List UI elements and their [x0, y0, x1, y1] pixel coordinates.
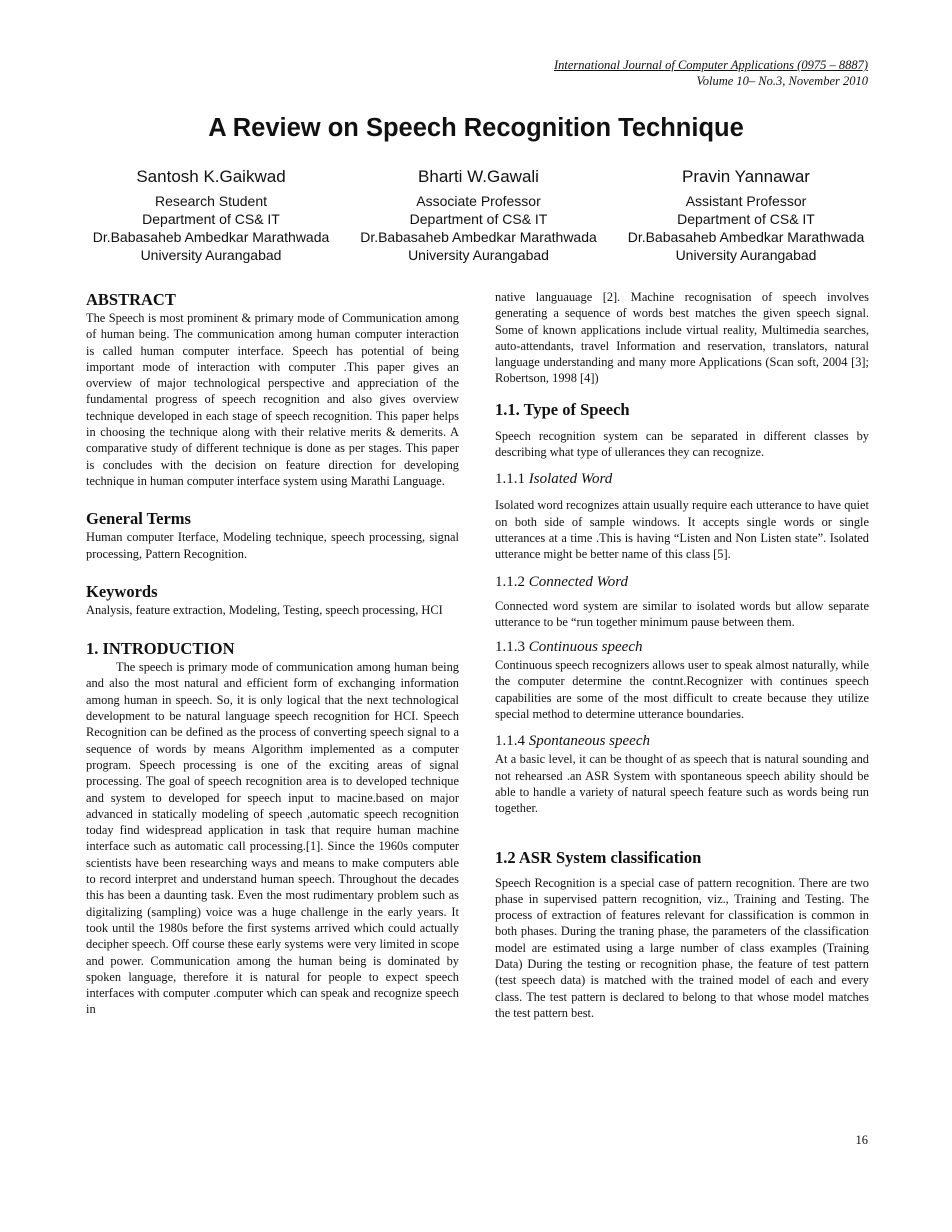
- general-terms-text: Human computer Iterface, Modeling technique, speech processing, signal processing, Pattern Recognition.: [86, 530, 459, 561]
- author-dept: Department of CS& IT: [677, 211, 815, 227]
- section-title: Isolated Word: [528, 471, 613, 488]
- continuous-speech-text: Continuous speech recognizers allows user to speak almost naturally, while the computer determine the contnt.Recognizer with continues speech capabilities are some of the most difficult to create because they utilize special method to determine utterance boundaries.: [495, 658, 869, 722]
- section-number: 1.1.4: [495, 733, 525, 750]
- section-number: 1.1.3: [495, 639, 525, 656]
- journal-header: [554, 57, 868, 89]
- section-title: Spontaneous speech: [528, 733, 650, 750]
- general-terms-heading: General Terms: [86, 509, 191, 529]
- isolated-word-heading: [495, 469, 869, 489]
- section-title: Connected Word: [528, 573, 629, 590]
- asr-classification-text: Speech Recognition is a special case of pattern recognition. There are two phase in supervised pattern recognition, viz., Training and Testing. The process of extraction of features relevant for classification is common in both phases. During the traning phase, the parameters of the classification model are estimated using a large number of class examples (Training Data) During the testing or recognition phase, the feature of test pattern (test speech data) is matched with the trained model of each and every class. The test pattern is declared to belong to that whose model matches the test pattern best.: [495, 875, 869, 1020]
- author-3: [615, 166, 877, 264]
- introduction-heading: 1. INTRODUCTION: [86, 639, 235, 659]
- author-1: [80, 166, 342, 264]
- introduction-text: The speech is primary mode of communication among human being and also the most natural and efficient form of exchanging information among human in speech. So, it is only logical that the next technological development to be natural language speech recognition for HCI. Speech Recognition can be defined as the process of converting speech signal to a sequence of words by means Algorithm implemented as a computer program. Speech processing is one of the exciting areas of signal processing. The goal of speech recognition area is to developed technique and system to developed for speech input to macine.based on major advanced in statically modeling of speech ,automatic speech recognition today find widespread application in task that require human machine interface such as automatic call processing.[1]. Since the 1960s computer scientists have been researching ways and means to make computers able to record interpret and understand human speech. Throughout the decades this has been a daunting task. Even the most rudimentary problem such as digitalizing (sampling) voice was a huge challenge in the early years. It took until the 1980s before the first systems arrived which could actually decipher speech. Off course these early systems were very limited in scope and power. Communication among the human being is dominated by spoken language, therefore it is natural for people to expect speech interfaces with computer .computer which can speak and recognize speech in: [86, 660, 459, 1017]
- type-of-speech-heading: 1.1. Type of Speech: [495, 399, 630, 419]
- author-role: Research Student: [154, 193, 268, 209]
- section-number: 1.1.1: [495, 471, 525, 488]
- right-column: [495, 289, 869, 1021]
- keywords-heading: Keywords: [86, 581, 158, 601]
- asr-classification-heading: 1.2 ASR System classification: [495, 847, 702, 867]
- author-city: University Aurangabad: [675, 247, 817, 263]
- author-name: Santosh K.Gaikwad: [136, 167, 286, 186]
- abstract-text: The Speech is most prominent & primary mode of Communication among of human being. The communication among human computer interaction is called human computer interface. Speech has potential of being important mode of interaction with computer .This paper gives an overview of major technological perspective and appreciation of the fundamental progress of speech recognition and also gives overview technique developed in each stage of speech recognition. This paper helps in choosing the technique along with their relative merits & demerits. A comparative study of different technique is done as per stages. This paper is concludes with the decision on feature direction for developing technique in human computer interface system using Marathi Language.: [86, 311, 459, 488]
- author-inst: Dr.Babasaheb Ambedkar Marathwada: [360, 229, 597, 245]
- author-inst: Dr.Babasaheb Ambedkar Marathwada: [92, 229, 330, 245]
- author-role: Associate Professor: [416, 193, 541, 209]
- author-city: University Aurangabad: [140, 247, 282, 263]
- introduction-continued: native languauage [2]. Machine recognisation of speech involves generating a sequence of words best matches the given speech signal. Some of known applications include virtual reality, Multimedia searches, auto-attendants, travel Information and reservation, translators, natural language understanding and many more Applications (Scan soft, 2004 [3]; Robertson, 1998 [4]): [495, 290, 869, 386]
- left-column: [86, 290, 459, 1018]
- abstract-heading: ABSTRACT: [86, 290, 176, 309]
- author-role: Assistant Professor: [685, 193, 807, 209]
- spontaneous-speech-heading: [495, 731, 869, 751]
- keywords-text: Analysis, feature extraction, Modeling, Testing, speech processing, HCI: [86, 602, 443, 617]
- continuous-speech-heading: [495, 637, 869, 657]
- author-name: Pravin Yannawar: [682, 167, 810, 186]
- section-number: 1.1.2: [495, 573, 525, 590]
- type-of-speech-text: Speech recognition system can be separated in different classes by describing what type of ullerances they can recognize.: [495, 428, 869, 460]
- spontaneous-speech-text: At a basic level, it can be thought of as speech that is natural sounding and not rehearsed .an ASR System with spontaneous speech ability should be able to handle a variety of natural speech feature such as words being run together.: [495, 752, 869, 816]
- author-name: Bharti W.Gawali: [418, 167, 539, 186]
- author-inst: Dr.Babasaheb Ambedkar Marathwada: [627, 229, 865, 245]
- page-number: 16: [855, 1133, 868, 1147]
- connected-word-text: Connected word system are similar to isolated words but allow separate utterance to be “run together minimum pause between them.: [495, 598, 869, 629]
- section-title: Continuous speech: [528, 639, 643, 656]
- author-block: [80, 166, 877, 264]
- author-2: [348, 166, 610, 264]
- paper-title: A Review on Speech Recognition Technique: [208, 114, 744, 142]
- author-city: University Aurangabad: [408, 247, 549, 263]
- journal-volume: Volume 10– No.3, November 2010: [696, 74, 868, 88]
- isolated-word-text: Isolated word recognizes attain usually require each utterance to have quiet on both side of sample windows. It accepts single words or single utterances at a time .This is having “Listen and Non Listen state”. Isolated utterance might be better name of this class [5].: [495, 498, 869, 562]
- author-dept: Department of CS& IT: [409, 211, 548, 227]
- author-dept: Department of CS& IT: [142, 211, 280, 227]
- connected-word-heading: [495, 572, 869, 592]
- journal-name: International Journal of Computer Applications (0975 – 8887): [554, 58, 868, 72]
